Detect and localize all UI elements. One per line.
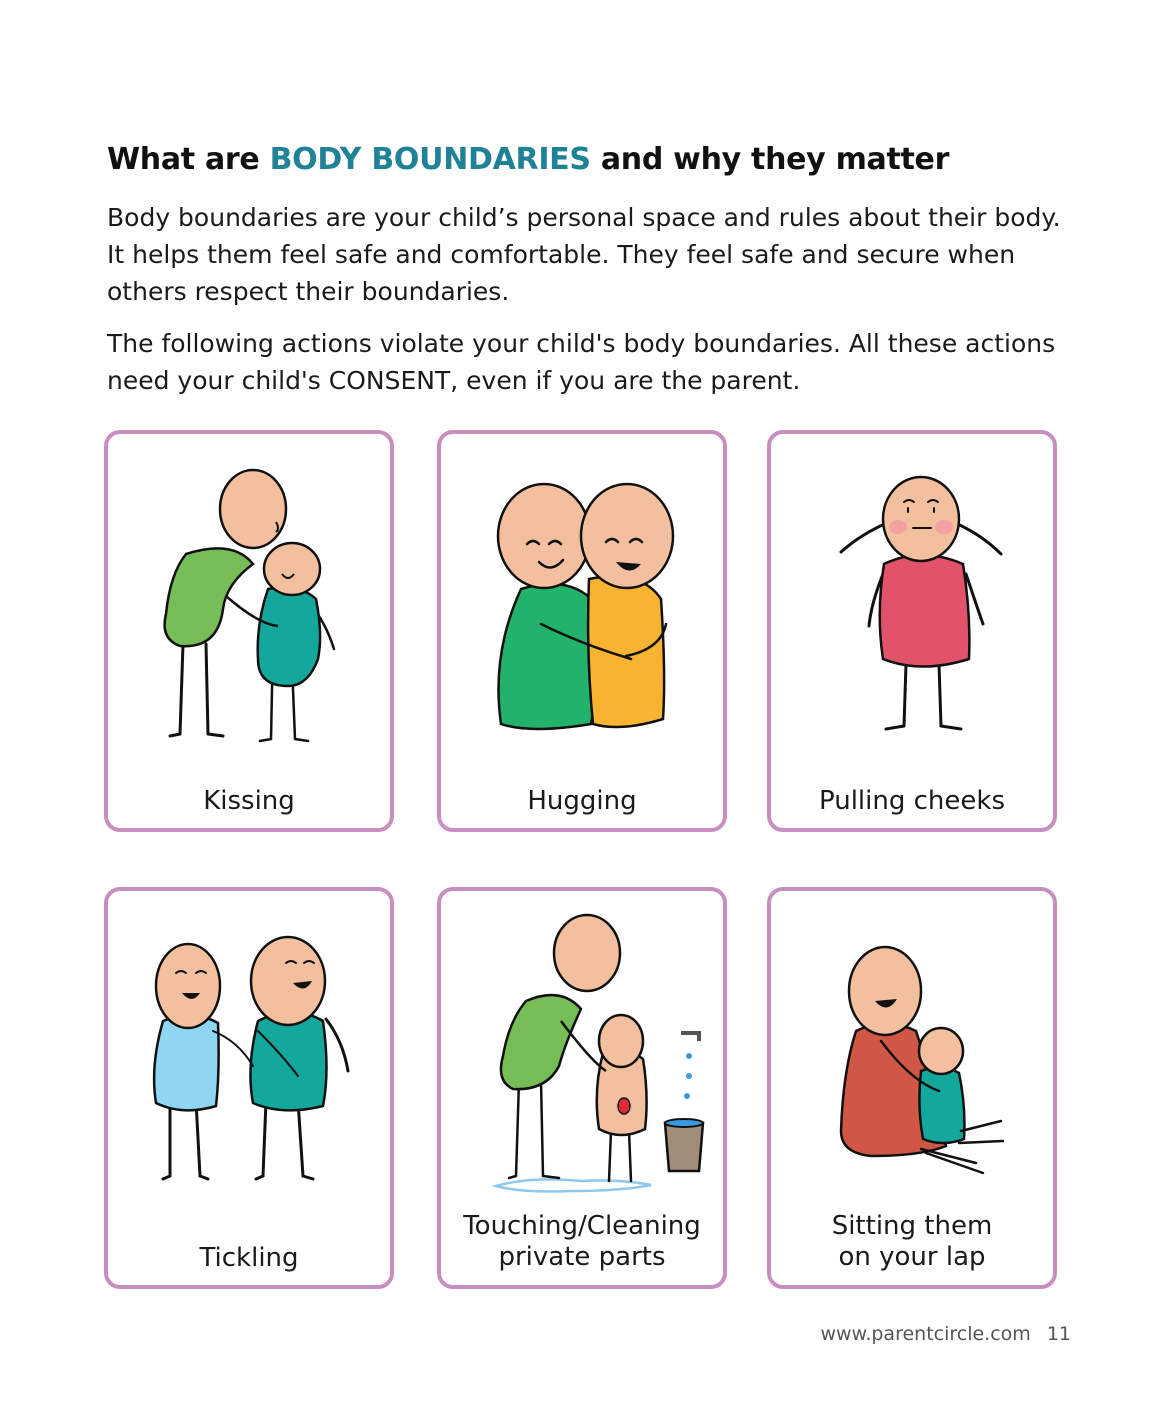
card-pulling-cheeks (767, 430, 1057, 832)
teal-figure-head (251, 937, 325, 1025)
card-hugging (437, 430, 727, 832)
card-sitting-on-lap (767, 887, 1057, 1289)
caption-hugging: Hugging (527, 786, 637, 816)
caption-tickling: Tickling (199, 1243, 299, 1273)
child-body (919, 1067, 964, 1143)
pulling-cheeks-illustration (771, 434, 1061, 774)
bucket (665, 1123, 703, 1171)
page-number: 11 (1046, 1323, 1071, 1345)
sitting-on-lap-illustration (771, 891, 1061, 1211)
child-head (919, 1028, 963, 1074)
caption-line-2: on your lap (838, 1242, 986, 1272)
pink-figure-body (880, 555, 970, 667)
child-body (258, 588, 320, 686)
caption-touching-cleaning (441, 1211, 723, 1273)
water-puddle (496, 1179, 651, 1191)
caption-kissing: Kissing (203, 786, 295, 816)
teal-figure-body (250, 1012, 326, 1110)
card-tickling (104, 887, 394, 1289)
adult-head (220, 470, 286, 548)
orange-figure-head (581, 484, 673, 588)
page-footer (820, 1323, 1071, 1345)
consent-paragraph: The following actions violate your child's body boundaries. All these actions need your child's CONSENT, even if you are the parent. (107, 329, 1056, 395)
caption-pulling-cheeks: Pulling cheeks (819, 786, 1005, 816)
tickling-illustration (108, 891, 398, 1231)
touching-cleaning-illustration (441, 891, 731, 1211)
adult-body (501, 995, 581, 1089)
pink-figure-head (883, 477, 959, 561)
card-kissing (104, 430, 394, 832)
child-head (264, 543, 320, 595)
caption-line-2: private parts (498, 1242, 666, 1272)
heading-pre: What are (107, 142, 270, 177)
blue-figure-body (154, 1015, 219, 1110)
kissing-illustration (108, 434, 398, 774)
green-figure-head (498, 484, 590, 588)
footer-url[interactable]: www.parentcircle.com (820, 1323, 1031, 1345)
adult-body (165, 548, 253, 646)
child-head (599, 1015, 643, 1067)
adult-head (554, 915, 620, 991)
card-touching-cleaning (437, 887, 727, 1289)
caption-line-1: Touching/Cleaning (463, 1211, 701, 1241)
adult-head (849, 947, 921, 1035)
hugging-illustration (441, 434, 731, 774)
water-tap (681, 1033, 699, 1041)
page-heading (107, 142, 949, 177)
caption-sitting-on-lap (771, 1211, 1053, 1273)
orange-figure-body (588, 577, 664, 728)
blue-figure-head (156, 944, 220, 1028)
intro-paragraph: Body boundaries are your child’s personal space and rules about their body. It helps them feel safe and comfortable. They feel safe and secure when others respect their boundaries. (107, 203, 1061, 306)
green-figure-body (499, 584, 598, 729)
caption-line-1: Sitting them (831, 1211, 993, 1241)
heading-highlight: BODY BOUNDARIES (269, 142, 591, 177)
heading-post: and why they matter (590, 142, 950, 177)
